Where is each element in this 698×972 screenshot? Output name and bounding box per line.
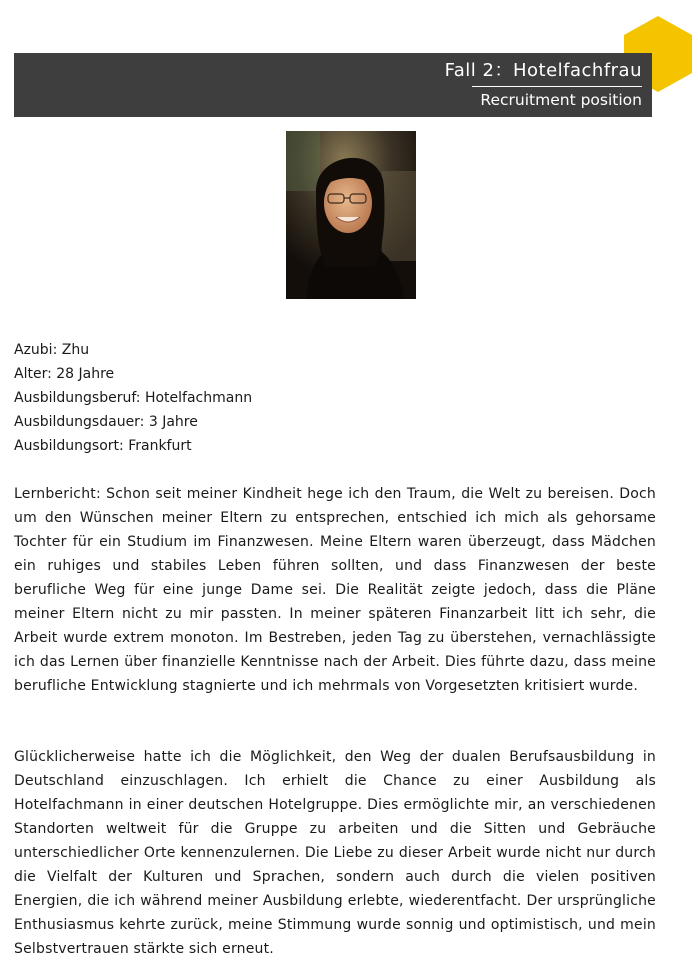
portrait-photo xyxy=(286,131,416,299)
page-title: Fall 2：Hotelfachfrau xyxy=(444,60,642,81)
profile-ort: Ausbildungsort: Frankfurt xyxy=(14,438,192,454)
profile-azubi: Azubi: Zhu xyxy=(14,342,90,358)
profile-facts xyxy=(14,338,252,458)
profile-beruf: Ausbildungsberuf: Hotelfachmann xyxy=(14,390,253,406)
header-banner xyxy=(14,53,652,117)
page-subtitle: Recruitment position xyxy=(480,91,642,109)
report-paragraph-2: Glücklicherweise hatte ich die Möglichkeit, den Weg der dualen Berufsausbildung in Deutschland einzuschlagen. Ich erhielt die Chance zu einer Ausbildung als Hotelfachmann in einer deutschen Hotelgruppe. Dies ermöglichte mir, an verschiedenen Standorten weltweit für die Gruppe zu arbeiten und die Sitten und Gebräuche unterschiedlicher Orte kennenzulernen. Die Liebe zu dieser Arbeit wurde nicht nur durch die Vielfalt der Kulturen und Sprachen, sondern auch durch die vielen positiven Energien, die ich während meiner Ausbildung erlebte, wiederentfacht. Der ursprüngliche Enthusiasmus kehrte zurück, meine Stimmung wurde sonnig und optimistisch, und mein Selbstvertrauen stärkte sich erneut. xyxy=(14,749,656,957)
profile-alter: Alter: 28 Jahre xyxy=(14,366,115,382)
report-paragraph-1: Lernbericht: Schon seit meiner Kindheit hege ich den Traum, die Welt zu bereisen. Doch um den Wünschen meiner Eltern zu entsprechen, entschied ich mich als gehorsame Tochter für ein Studium im Finanzwesen. Meine Eltern waren überzeugt, dass Mädchen ein ruhiges und stabiles Leben führen sollten, und dass Finanzwesen der beste berufliche Weg für eine junge Dame sei. Die Realität zeigte jedoch, dass die Pläne meiner Eltern nicht zu mir passten. In meiner späteren Finanzarbeit litt ich sehr, die Arbeit wurde extrem monoton. Im Bestreben, jeden Tag zu überstehen, vernachlässigte ich das Lernen über finanzielle Kenntnisse nach der Arbeit. Dies führte dazu, dass meine berufliche Entwicklung stagnierte und ich mehrmals von Vorgesetzten kritisiert wurde. xyxy=(14,486,656,694)
profile-dauer: Ausbildungsdauer: 3 Jahre xyxy=(14,414,198,430)
header-divider xyxy=(472,86,642,87)
